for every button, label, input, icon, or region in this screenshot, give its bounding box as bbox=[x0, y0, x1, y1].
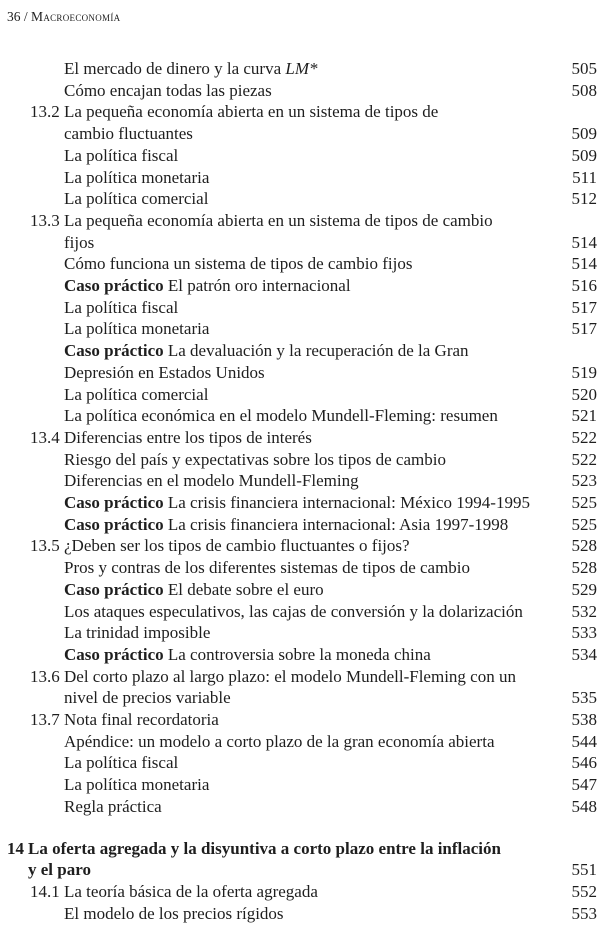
entry-text: La controversia sobre la moneda china bbox=[163, 644, 431, 664]
entry-title bbox=[64, 601, 523, 623]
case-study-label: Caso práctico bbox=[64, 644, 164, 664]
entry-text: Depresión en Estados Unidos bbox=[64, 362, 265, 382]
toc-entry bbox=[0, 384, 600, 406]
section-number: 14 bbox=[7, 838, 24, 858]
entry-text: La política monetaria bbox=[64, 775, 210, 795]
entry-title bbox=[64, 123, 193, 145]
section-number: 14.1 bbox=[30, 881, 60, 901]
page-reference: 511 bbox=[572, 167, 597, 187]
toc-entry bbox=[0, 275, 600, 297]
entry-title bbox=[64, 449, 446, 471]
page-reference: 516 bbox=[571, 276, 597, 295]
page-reference: 519 bbox=[571, 362, 597, 382]
header-separator: / bbox=[23, 9, 28, 24]
entry-title bbox=[64, 470, 359, 492]
toc-entry bbox=[0, 492, 600, 514]
entry-text: La política monetaria bbox=[64, 319, 210, 339]
entry-title bbox=[64, 188, 208, 210]
section-number: 13.7 bbox=[30, 710, 60, 729]
entry-text: La política comercial bbox=[64, 189, 209, 209]
entry-text: fijos bbox=[64, 232, 95, 252]
entry-text: La pequeña economía abierta en un sistema de tipos de bbox=[64, 102, 439, 122]
page-reference: 525 bbox=[571, 493, 597, 512]
section-number: 13.4 bbox=[30, 427, 60, 447]
page-reference: 512 bbox=[571, 189, 597, 209]
entry-title bbox=[64, 514, 508, 536]
toc-entry bbox=[0, 903, 600, 925]
page-reference: 529 bbox=[571, 579, 597, 599]
entry-text: Diferencias entre los tipos de interés bbox=[64, 427, 312, 447]
entry-title bbox=[64, 557, 470, 579]
page-reference: 521 bbox=[571, 406, 597, 426]
entry-title bbox=[64, 731, 495, 753]
entry-text: La teoría básica de la oferta agregada bbox=[64, 881, 318, 901]
toc-entry bbox=[0, 167, 600, 189]
entry-title bbox=[64, 384, 208, 406]
entry-text: La crisis financiera internacional: México 1994-1995 bbox=[163, 493, 530, 512]
toc-entry bbox=[0, 362, 600, 384]
entry-text: La política monetaria bbox=[64, 167, 210, 187]
page-reference: 528 bbox=[571, 536, 597, 556]
entry-text: Pros y contras de los diferentes sistemas de tipos de cambio bbox=[64, 558, 471, 578]
page-reference: 534 bbox=[571, 644, 597, 664]
entry-title bbox=[64, 881, 318, 903]
page-reference: 532 bbox=[571, 601, 597, 621]
entry-text: La pequeña economía abierta en un sistema de tipos de cambio bbox=[64, 210, 493, 230]
entry-title bbox=[64, 340, 469, 362]
entry-text: Diferencias en el modelo Mundell-Fleming bbox=[64, 471, 359, 491]
toc-entry bbox=[0, 687, 600, 709]
page-reference: 533 bbox=[571, 623, 597, 643]
entry-title bbox=[64, 622, 210, 644]
entry-text: Del corto plazo al largo plazo: el modelo Mundell-Fleming con un bbox=[64, 666, 516, 686]
case-study-label: Caso práctico bbox=[64, 276, 164, 295]
entry-text: Nota final recordatoria bbox=[64, 710, 219, 729]
section-number: 13.5 bbox=[30, 536, 60, 556]
page-reference: 517 bbox=[571, 319, 597, 339]
entry-text: El patrón oro internacional bbox=[163, 276, 351, 295]
toc-entry bbox=[0, 644, 600, 666]
toc-section-entry bbox=[0, 881, 600, 903]
page-reference: 514 bbox=[571, 254, 597, 274]
page-reference: 525 bbox=[571, 514, 597, 534]
entry-title bbox=[64, 535, 410, 557]
entry-title bbox=[64, 687, 231, 709]
toc-entry bbox=[0, 557, 600, 579]
page-reference: 535 bbox=[571, 688, 597, 708]
case-study-label: Caso práctico bbox=[64, 341, 164, 361]
entry-text: La política fiscal bbox=[64, 145, 179, 165]
page-number: 36 bbox=[7, 9, 21, 24]
page-reference: 538 bbox=[571, 710, 597, 729]
toc-entry bbox=[0, 622, 600, 644]
page-reference: 548 bbox=[571, 796, 597, 816]
toc-section-entry bbox=[0, 709, 600, 731]
entry-title bbox=[64, 318, 209, 340]
toc-entry bbox=[0, 752, 600, 774]
entry-text: nivel de precios variable bbox=[64, 688, 231, 708]
entry-text: y el paro bbox=[28, 860, 91, 880]
entry-text: La política fiscal bbox=[64, 753, 179, 773]
entry-title bbox=[64, 709, 219, 731]
entry-italic-text: LM* bbox=[285, 59, 318, 78]
entry-text: La trinidad imposible bbox=[64, 623, 211, 643]
page-reference: 551 bbox=[571, 860, 597, 880]
entry-text: Los ataques especulativos, las cajas de conversión y la dolarización bbox=[64, 601, 523, 621]
page-reference: 514 bbox=[571, 232, 597, 252]
entry-title bbox=[64, 101, 438, 123]
entry-title bbox=[64, 232, 94, 254]
case-study-label: Caso práctico bbox=[64, 579, 164, 599]
toc-entry bbox=[0, 58, 600, 80]
entry-title bbox=[64, 666, 516, 688]
entry-title bbox=[28, 838, 501, 860]
toc-section-entry bbox=[0, 210, 600, 232]
toc-entry bbox=[0, 405, 600, 427]
toc-entry bbox=[0, 80, 600, 102]
toc-entry bbox=[0, 340, 600, 362]
toc-entry bbox=[0, 514, 600, 536]
page-reference: 522 bbox=[571, 427, 597, 447]
toc-entry bbox=[0, 253, 600, 275]
toc-entry bbox=[0, 731, 600, 753]
entry-title bbox=[64, 145, 178, 167]
toc-entry bbox=[0, 796, 600, 818]
entry-text: Regla práctica bbox=[64, 796, 162, 816]
entry-title bbox=[28, 859, 91, 881]
page-reference: 517 bbox=[571, 297, 597, 317]
section-number: 13.3 bbox=[30, 210, 60, 230]
entry-title bbox=[64, 774, 209, 796]
entry-title bbox=[64, 297, 178, 319]
entry-title bbox=[64, 427, 312, 449]
entry-title bbox=[64, 796, 162, 818]
page-reference: 546 bbox=[571, 753, 597, 773]
page-reference: 505 bbox=[571, 59, 597, 78]
toc-entry bbox=[0, 470, 600, 492]
page-reference: 522 bbox=[571, 449, 597, 469]
entry-text: La crisis financiera internacional: Asia 1997-1998 bbox=[163, 514, 509, 534]
entry-title bbox=[64, 492, 530, 514]
toc-entry bbox=[0, 188, 600, 210]
page-reference: 509 bbox=[571, 124, 597, 144]
entry-text: cambio fluctuantes bbox=[64, 124, 193, 144]
entry-text: Riesgo del país y expectativas sobre los tipos de cambio bbox=[64, 449, 446, 469]
toc-entry bbox=[0, 318, 600, 340]
entry-title bbox=[64, 362, 265, 384]
entry-title bbox=[64, 275, 351, 297]
section-number: 13.6 bbox=[30, 666, 60, 686]
book-title: Macroeconomía bbox=[31, 9, 121, 24]
entry-title bbox=[64, 644, 431, 666]
toc-entry bbox=[0, 297, 600, 319]
case-study-label: Caso práctico bbox=[64, 514, 164, 534]
entry-text: El modelo de los precios rígidos bbox=[64, 903, 284, 923]
toc-entry bbox=[0, 232, 600, 254]
entry-text: La política comercial bbox=[64, 384, 209, 404]
entry-title bbox=[64, 167, 209, 189]
toc-section-entry bbox=[0, 427, 600, 449]
entry-title bbox=[64, 752, 178, 774]
page-reference: 553 bbox=[571, 903, 597, 923]
entry-text: Cómo encajan todas las piezas bbox=[64, 80, 272, 100]
entry-text: Cómo funciona un sistema de tipos de cambio fijos bbox=[64, 254, 413, 274]
toc-section-entry bbox=[0, 535, 600, 557]
entry-title bbox=[64, 80, 272, 102]
toc-entry bbox=[0, 601, 600, 623]
page-reference: 508 bbox=[571, 80, 597, 100]
running-header bbox=[7, 9, 120, 25]
page-reference: 509 bbox=[571, 145, 597, 165]
entry-title bbox=[64, 405, 498, 427]
toc-entry bbox=[0, 774, 600, 796]
section-number: 13.2 bbox=[30, 102, 60, 122]
toc-entry bbox=[0, 145, 600, 167]
toc-section-entry bbox=[0, 101, 600, 123]
toc-section-entry bbox=[0, 666, 600, 688]
entry-text: Apéndice: un modelo a corto plazo de la gran economía abierta bbox=[64, 731, 495, 751]
page-reference: 544 bbox=[571, 731, 597, 751]
page-reference: 547 bbox=[571, 775, 597, 795]
entry-text: El debate sobre el euro bbox=[163, 579, 324, 599]
page-reference: 523 bbox=[571, 471, 597, 491]
entry-title bbox=[64, 903, 284, 925]
toc-entry bbox=[0, 449, 600, 471]
page-reference: 552 bbox=[571, 881, 597, 901]
toc-chapter-entry bbox=[0, 838, 600, 860]
page-reference: 528 bbox=[571, 558, 597, 578]
entry-text: El mercado de dinero y la curva bbox=[64, 59, 286, 78]
toc-entry bbox=[0, 579, 600, 601]
entry-title bbox=[64, 253, 412, 275]
entry-text: La oferta agregada y la disyuntiva a corto plazo entre la inflación bbox=[28, 838, 501, 858]
entry-title bbox=[64, 579, 324, 601]
case-study-label: Caso práctico bbox=[64, 493, 164, 512]
page-reference: 520 bbox=[571, 384, 597, 404]
entry-text: La política económica en el modelo Mundell-Fleming: resumen bbox=[64, 406, 498, 426]
entry-text: ¿Deben ser los tipos de cambio fluctuantes o fijos? bbox=[64, 536, 410, 556]
toc-entry bbox=[0, 123, 600, 145]
entry-title bbox=[64, 210, 493, 232]
entry-text: La devaluación y la recuperación de la Gran bbox=[163, 341, 469, 361]
toc-entry bbox=[0, 859, 600, 881]
entry-text: La política fiscal bbox=[64, 297, 179, 317]
entry-title bbox=[64, 58, 318, 80]
